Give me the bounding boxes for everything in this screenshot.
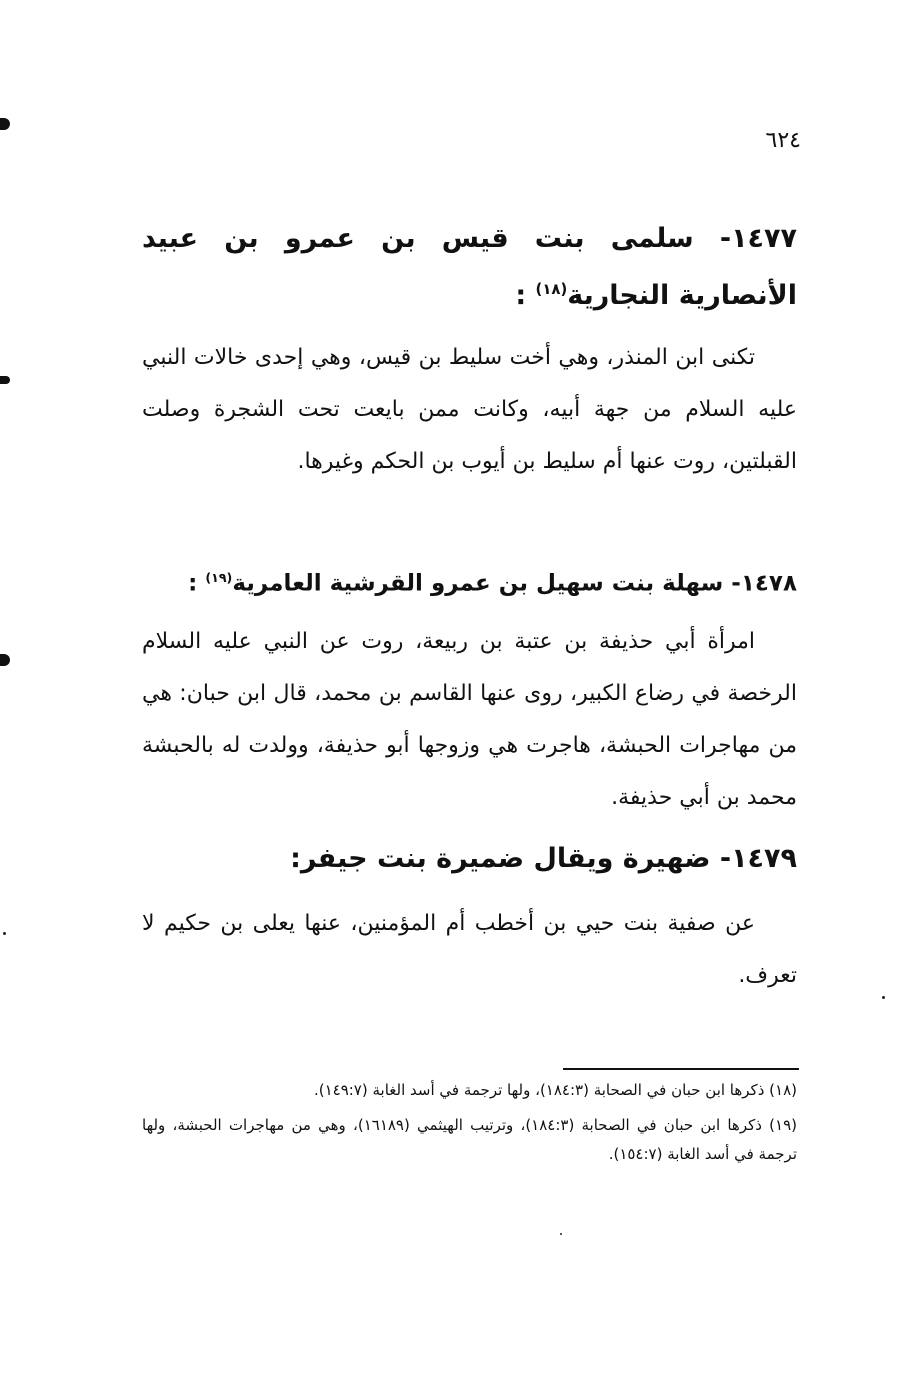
footnotes [142, 1076, 797, 1175]
footnote-ref: (١٩) [205, 570, 233, 585]
entry-body-1477: تكنى ابن المنذر، وهي أخت سليط بن قيس، وهي إحدى خالات النبي عليه السلام من جهة أبيه، وكانت ممن بايعت تحت الشجرة وصلت القبلتين، روت عنها أم سليط بن أيوب بن الحكم وغيرها. [142, 345, 797, 474]
footnote-19: (١٩) ذكرها ابن حبان في الصحابة (١٨٤:٣)، وترتيب الهيثمي (١٦١٨٩)، وهي من مهاجرات الحبشة، ولها ترجمة في أسد الغابة (١٥٤:٧). [142, 1116, 797, 1163]
scan-speck [882, 996, 885, 999]
heading-colon: : [515, 280, 536, 311]
margin-mark [0, 376, 10, 384]
entry-heading-1478 [142, 556, 797, 606]
entry-heading-1479: ١٤٧٩- ضهيرة ويقال ضميرة بنت جيفر: [290, 843, 797, 874]
scan-speck [3, 932, 6, 935]
entry-heading-text: ١٤٧٧- سلمى بنت قيس بن عمرو بن عبيد الأنصارية النجارية [142, 223, 797, 311]
margin-mark [0, 118, 10, 130]
page-number: ٦٢٤ [765, 128, 801, 153]
entry-body-1478: امرأة أبي حذيفة بن عتبة بن ربيعة، روت عن النبي عليه السلام الرخصة في رضاع الكبير، روى عنها القاسم بن محمد، قال ابن حبان: هي من مهاجرات الحبشة، هاجرت هي وزوجها أبو حذيفة، وولدت له بالحبشة محمد بن أبي حذيفة. [142, 629, 797, 810]
footnote-ref: (١٨) [535, 280, 568, 298]
entry-heading-text: ١٤٧٨- سهلة بنت سهيل بن عمرو القرشية العامرية [232, 570, 797, 597]
entry-heading-1477 [142, 214, 797, 321]
entry-body-1479: عن صفية بنت حيي بن أخطب أم المؤمنين، عنها يعلى بن حكيم لا تعرف. [142, 911, 797, 988]
footnote-18: (١٨) ذكرها ابن حبان في الصحابة (١٨٤:٣)، ولها ترجمة في أسد الغابة (١٤٩:٧). [313, 1081, 797, 1099]
footnote-separator [563, 1068, 799, 1070]
heading-colon: : [188, 570, 206, 597]
margin-mark [0, 654, 10, 666]
scan-speck [560, 1233, 562, 1235]
